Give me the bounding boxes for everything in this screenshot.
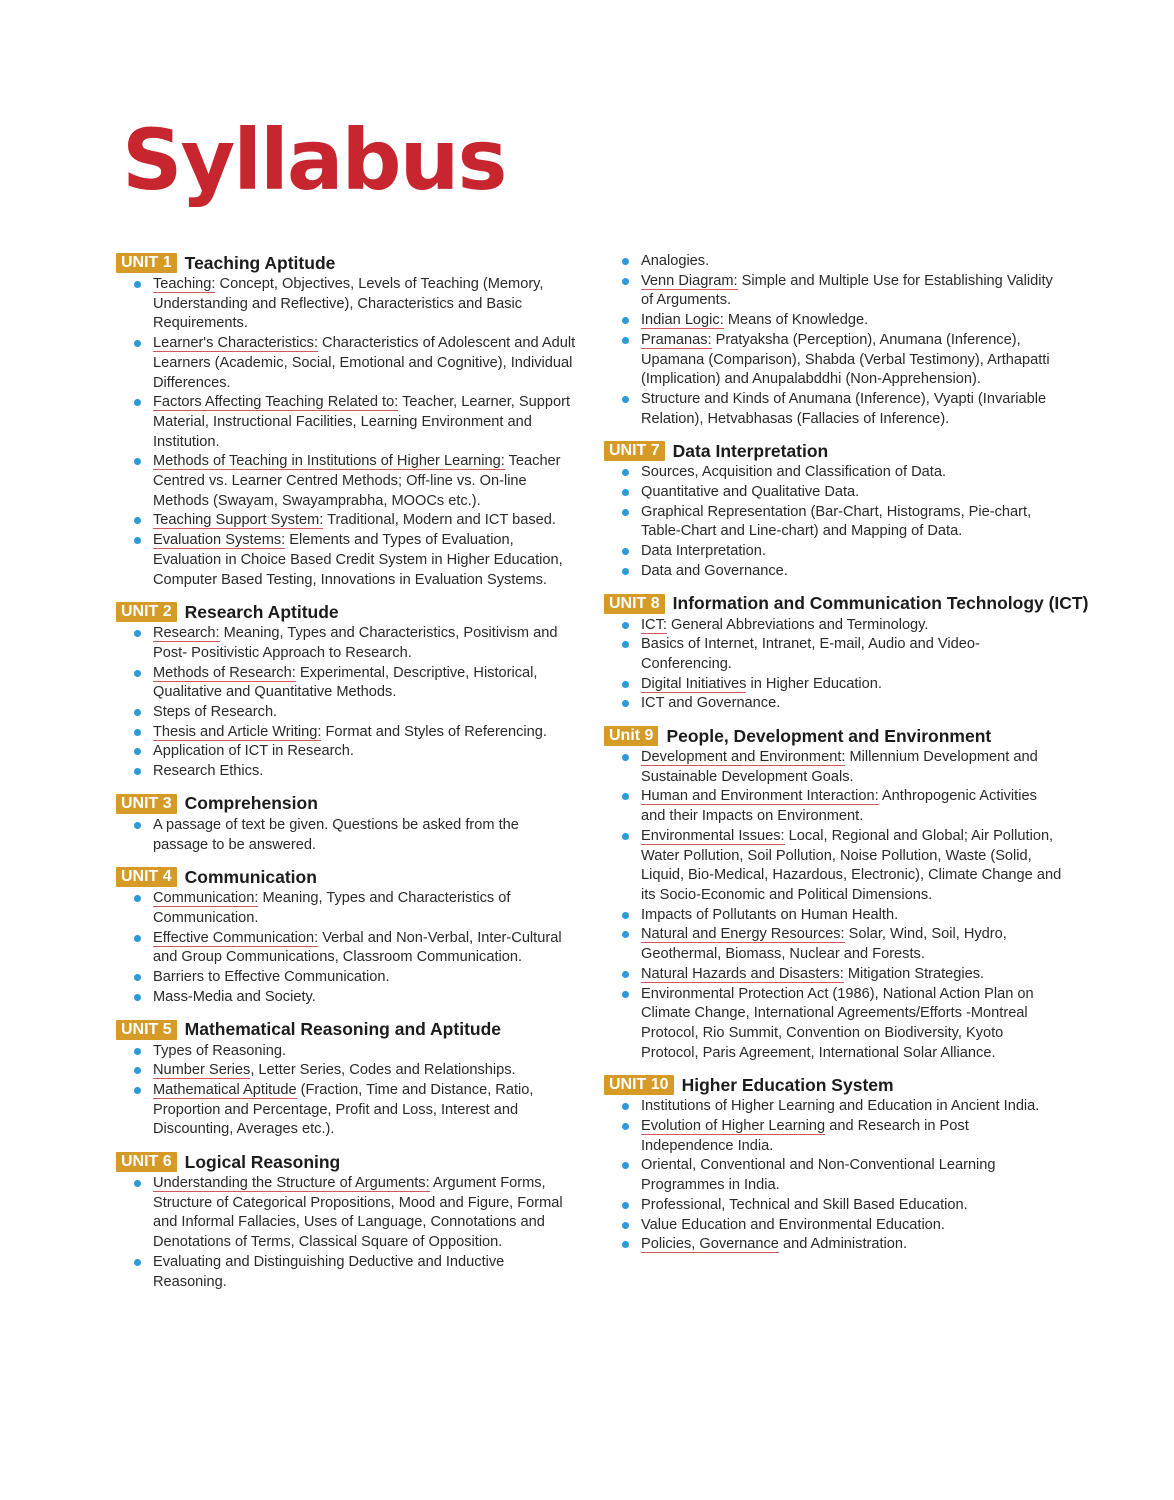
topic-text: Verbal and Non-Verbal, Inter-Cultural and Group Communications, Classroom Communication. [153, 929, 562, 966]
bullet-icon [134, 517, 141, 524]
unit-title: Higher Education System [681, 1074, 894, 1095]
unit-badge: UNIT 2 [116, 602, 177, 622]
unit-topic-list [116, 1174, 576, 1292]
bullet-icon [134, 340, 141, 347]
topic-text: General Abbreviations and Terminology. [666, 616, 929, 633]
unit-title: Comprehension [184, 793, 318, 814]
unit-title: People, Development and Environment [666, 725, 992, 746]
bullet-icon [134, 729, 141, 736]
topic-item [604, 925, 1064, 964]
topic-item [116, 1174, 576, 1253]
topic-item [116, 511, 576, 531]
topic-text: Types of Reasoning. [153, 1042, 287, 1059]
topic-item [604, 463, 1064, 483]
page-title: Syllabus [122, 111, 506, 209]
bullet-icon [622, 700, 629, 707]
unit-topic-list [116, 624, 576, 782]
bullet-icon [134, 1048, 141, 1055]
bullet-icon [622, 931, 629, 938]
topic-item [116, 664, 576, 703]
topic-keyword: Venn Diagram: [641, 272, 738, 289]
topic-item [604, 1097, 1064, 1117]
topic-keyword: Thesis and Article Writing: [153, 723, 322, 740]
topic-item [116, 816, 576, 855]
bullet-icon [622, 278, 629, 285]
unit-10 [604, 1074, 1064, 1255]
topic-text: Basics of Internet, Intranet, E-mail, Audio and Video-Conferencing. [641, 636, 980, 672]
topic-item [604, 694, 1064, 714]
topic-keyword: Policies, Governance [641, 1236, 779, 1253]
topic-item [604, 1196, 1064, 1216]
bullet-icon [134, 1087, 141, 1094]
topic-item [116, 531, 576, 590]
topic-item [116, 723, 576, 743]
topic-item [116, 988, 576, 1008]
bullet-icon [622, 337, 629, 344]
topic-item [604, 635, 1064, 674]
bullet-icon [622, 991, 629, 998]
right-column [604, 252, 1089, 1266]
topic-keyword: Teaching: [153, 276, 216, 292]
topic-keyword: Methods of Teaching in Institutions of Higher Learning: [153, 453, 505, 470]
topic-item [116, 742, 576, 762]
unit-3 [116, 793, 576, 855]
unit-topic-list [604, 748, 1064, 1063]
topic-text: Analogies. [641, 253, 710, 269]
topic-item [604, 827, 1064, 906]
bullet-icon [622, 641, 629, 648]
bullet-icon [622, 548, 629, 555]
topic-item [604, 1156, 1064, 1195]
bullet-icon [134, 994, 141, 1001]
bullet-icon [622, 568, 629, 575]
topic-item [604, 906, 1064, 926]
unit-title: Communication [184, 866, 317, 887]
topic-keyword: Evaluation Systems: [153, 532, 286, 549]
topic-keyword: Communication: [153, 890, 259, 907]
topic-text: Means of Knowledge. [723, 312, 869, 329]
unit-topic-list [604, 616, 1064, 715]
unit-badge: UNIT 3 [116, 794, 177, 814]
bullet-icon [622, 1123, 629, 1130]
topic-item [116, 968, 576, 988]
unit-badge: Unit 9 [604, 726, 658, 746]
unit-badge: UNIT 7 [604, 441, 665, 461]
topic-keyword: Natural Hazards and Disasters: [641, 965, 844, 982]
topic-item [604, 503, 1064, 542]
unit-7 [604, 440, 1064, 581]
topic-text: , Letter Series, Codes and Relationships. [250, 1062, 516, 1079]
topic-text: Teacher Centred vs. Learner Centred Methods; Off-line vs. On-line Methods (Swayam, Swayamprabha, MOOCs etc.). [153, 453, 561, 509]
topic-keyword: Digital Initiatives [641, 675, 747, 692]
unit-title: Mathematical Reasoning and Aptitude [184, 1019, 502, 1039]
bullet-icon [622, 833, 629, 840]
topic-item [116, 1253, 576, 1292]
bullet-icon [622, 1103, 629, 1110]
topic-item [116, 703, 576, 723]
unit-header [116, 601, 576, 623]
unit-4 [116, 866, 576, 1007]
topic-item [604, 272, 1064, 311]
bullet-icon [622, 469, 629, 476]
topic-item [604, 311, 1064, 331]
topic-keyword: Teaching Support System: [153, 512, 324, 529]
topic-text: Oriental, Conventional and Non-Conventional Learning Programmes in India. [641, 1157, 996, 1194]
bullet-icon [622, 1162, 629, 1169]
topic-item [116, 1061, 576, 1081]
topic-item [116, 929, 576, 968]
topic-item [604, 748, 1064, 787]
bullet-icon [622, 489, 629, 496]
bullet-icon [622, 258, 629, 265]
topic-item [116, 334, 576, 393]
topic-item [116, 393, 576, 452]
bullet-icon [622, 793, 629, 800]
topic-item [116, 452, 576, 511]
topic-keyword: ICT: [641, 616, 667, 633]
unit-title: Logical Reasoning [184, 1151, 341, 1172]
topic-keyword: Factors Affecting Teaching Related to: [153, 394, 399, 411]
unit-topic-list [116, 1042, 576, 1141]
topic-text: Data and Governance. [641, 562, 788, 579]
topic-keyword: Learner's Characteristics: [153, 335, 318, 352]
topic-text: Institutions of Higher Learning and Education in Ancient India. [641, 1098, 1040, 1115]
bullet-icon [622, 681, 629, 688]
bullet-icon [622, 1222, 629, 1229]
topic-text: in Higher Education. [746, 675, 882, 692]
topic-item [604, 965, 1064, 985]
topic-text: Structure and Kinds of Anumana (Inference), Vyapti (Invariable Relation), Hetvabhasas (Fallacies of Inference). [641, 390, 1047, 427]
left-column [116, 252, 576, 1303]
topic-keyword: Methods of Research: [153, 664, 296, 681]
unit-header [116, 1151, 576, 1173]
unit-title: Information and Communication Technology (ICT) [672, 593, 1089, 614]
topic-text: Concept, Objectives, Levels of Teaching (Memory, Understanding and Reflective), Characteristics and Basic Requirements. [153, 276, 544, 332]
topic-text: A passage of text be given. Questions be asked from the passage to be answered. [153, 816, 519, 853]
unit-badge: UNIT 8 [604, 594, 665, 614]
unit-badge: UNIT 4 [116, 867, 177, 887]
topic-keyword: Understanding the Structure of Arguments: [153, 1175, 430, 1192]
bullet-icon [134, 1067, 141, 1074]
unit-badge: UNIT 5 [116, 1020, 177, 1040]
bullet-icon [134, 630, 141, 637]
topic-text: Anthropogenic Activities and their Impacts on Environment. [641, 788, 1037, 825]
unit-header [116, 1019, 576, 1041]
topic-keyword: Effective Communication: [153, 929, 319, 946]
unit-title: Research Aptitude [184, 601, 339, 622]
topic-text: Value Education and Environmental Education. [641, 1216, 945, 1233]
bullet-icon [134, 458, 141, 465]
unit-header [604, 1074, 1064, 1096]
unit-header [604, 593, 1089, 615]
topic-text: Format and Styles of Referencing. [321, 723, 547, 740]
topic-text: Meaning, Types and Characteristics of Communication. [153, 890, 511, 926]
topic-keyword: Development and Environment: [641, 749, 846, 766]
topic-text: Mitigation Strategies. [843, 965, 985, 982]
unit-badge: UNIT 1 [116, 253, 177, 273]
unit-topic-list [116, 275, 576, 590]
unit-8 [604, 593, 1089, 715]
unit-header [116, 866, 576, 888]
topic-item [116, 624, 576, 663]
unit-badge: UNIT 6 [116, 1152, 177, 1172]
topic-keyword: Evolution of Higher Learning [641, 1118, 826, 1135]
bullet-icon [134, 895, 141, 902]
topic-text: Pratyaksha (Perception), Anumana (Inference), Upamana (Comparison), Shabda (Verbal Testimony), Arthapatti (Implication) and Anupalabddhi (Non-Apprehension). [641, 331, 1050, 388]
unit-6-continued [604, 252, 1064, 429]
topic-item [116, 275, 576, 334]
unit-title: Teaching Aptitude [184, 252, 336, 273]
topic-text: Quantitative and Qualitative Data. [641, 484, 860, 501]
topic-item [604, 331, 1064, 390]
topic-text: Elements and Types of Evaluation, Evaluation in Choice Based Credit System in Higher Education, Computer Based Testing, Innovations in Evaluation Systems. [153, 532, 563, 588]
unit-header [116, 793, 576, 815]
topic-text: Mass-Media and Society. [153, 988, 316, 1005]
topic-text: Traditional, Modern and ICT based. [323, 512, 556, 529]
bullet-icon [134, 1180, 141, 1187]
topic-text: and Administration. [778, 1236, 908, 1253]
topic-text: Simple and Multiple Use for Establishing Validity of Arguments. [641, 272, 1053, 309]
bullet-icon [622, 396, 629, 403]
topic-text: Impacts of Pollutants on Human Health. [641, 906, 899, 923]
bullet-icon [622, 509, 629, 516]
unit-2 [116, 601, 576, 782]
topic-keyword: Mathematical Aptitude [153, 1081, 297, 1098]
topic-item [116, 889, 576, 928]
topic-item [604, 1216, 1064, 1236]
topic-text: Millennium Development and Sustainable Development Goals. [641, 749, 1038, 785]
topic-text: Professional, Technical and Skill Based Education. [641, 1196, 968, 1213]
unit-header [604, 725, 1064, 747]
topic-text: Steps of Research. [153, 704, 278, 721]
topic-item [604, 483, 1064, 503]
topic-keyword: Pramanas: [641, 331, 712, 348]
topic-item [604, 787, 1064, 826]
topic-text: Graphical Representation (Bar-Chart, Histograms, Pie-chart, Table-Chart and Line-chart) and Mapping of Data. [641, 503, 1032, 540]
unit-topic-list [116, 889, 576, 1007]
unit-topic-list [604, 463, 1064, 581]
unit-6 [116, 1151, 576, 1292]
topic-text: Characteristics of Adolescent and Adult Learners (Academic, Social, Emotional and Cognitive), Individual Differences. [153, 335, 576, 391]
topic-item [604, 675, 1064, 695]
bullet-icon [134, 709, 141, 716]
unit-title: Data Interpretation [672, 440, 829, 461]
unit-5 [116, 1019, 576, 1141]
topic-item [116, 1081, 576, 1140]
bullet-icon [622, 317, 629, 324]
topic-text: Local, Regional and Global; Air Pollution, Water Pollution, Soil Pollution, Noise Pollution, Waste (Solid, Liquid, Bio-Medical, Hazardous, Electronic), Climate Change and its Socio-Economic and Political Dimensions. [641, 827, 1062, 903]
topic-item [604, 1235, 1064, 1255]
topic-text: Evaluating and Distinguishing Deductive and Inductive Reasoning. [153, 1253, 505, 1290]
topic-item [604, 1117, 1064, 1156]
unit-9 [604, 725, 1064, 1063]
unit-header [116, 252, 576, 274]
unit-1 [116, 252, 576, 590]
unit-topic-list [116, 816, 576, 855]
topic-keyword: Research: [153, 625, 220, 642]
topic-keyword: Indian Logic: [641, 312, 724, 329]
bullet-icon [134, 935, 141, 942]
topic-text: Experimental, Descriptive, Historical, Qualitative and Quantitative Methods. [153, 664, 538, 701]
topic-text: Meaning, Types and Characteristics, Positivism and Post- Positivistic Approach to Research. [153, 625, 558, 661]
topic-text: Data Interpretation. [641, 543, 766, 560]
bullet-icon [134, 670, 141, 677]
topic-text: Solar, Wind, Soil, Hydro, Geothermal, Biomass, Nuclear and Forests. [641, 926, 1007, 963]
topic-item [604, 985, 1064, 1064]
bullet-icon [134, 748, 141, 755]
topic-item [604, 562, 1064, 582]
bullet-icon [622, 912, 629, 919]
topic-text: Application of ICT in Research. [153, 743, 354, 760]
bullet-icon [622, 754, 629, 761]
bullet-icon [622, 622, 629, 629]
topic-text: Sources, Acquisition and Classification of Data. [641, 464, 947, 481]
topic-text: Research Ethics. [153, 763, 264, 780]
topic-text: Environmental Protection Act (1986), National Action Plan on Climate Change, International Agreements/Efforts -Montreal Protocol, Rio Summit, Convention on Biodiversity, Kyoto Protocol, Paris Agreement, International Solar Alliance. [641, 985, 1034, 1061]
topic-item [116, 762, 576, 782]
bullet-icon [134, 768, 141, 775]
topic-item [604, 542, 1064, 562]
topic-text: Barriers to Effective Communication. [153, 969, 390, 986]
topic-keyword: Number Series [153, 1062, 251, 1079]
unit-badge: UNIT 10 [604, 1075, 674, 1095]
bullet-icon [134, 822, 141, 829]
topic-text: (Fraction, Time and Distance, Ratio, Proportion and Percentage, Profit and Loss, Interest and Discounting, Averages etc.). [153, 1081, 534, 1138]
topic-keyword: Environmental Issues: [641, 827, 785, 844]
topic-item [604, 616, 1064, 636]
bullet-icon [134, 1259, 141, 1266]
bullet-icon [134, 974, 141, 981]
topic-text: ICT and Governance. [641, 695, 781, 712]
unit-topic-list [604, 252, 1064, 429]
topic-text: and Research in Post Independence India. [641, 1118, 969, 1154]
bullet-icon [134, 537, 141, 544]
topic-item [116, 1042, 576, 1062]
bullet-icon [134, 399, 141, 406]
topic-item [604, 390, 1064, 429]
topic-text: Argument Forms, Structure of Categorical Propositions, Mood and Figure, Formal and Informal Fallacies, Uses of Language, Connotations and Denotations of Terms, Classical Square of Opposition. [153, 1175, 563, 1251]
bullet-icon [134, 281, 141, 288]
bullet-icon [622, 1241, 629, 1248]
bullet-icon [622, 971, 629, 978]
topic-text: Teacher, Learner, Support Material, Instructional Facilities, Learning Environment and Institution. [153, 394, 571, 450]
bullet-icon [622, 1202, 629, 1209]
topic-keyword: Natural and Energy Resources: [641, 926, 845, 943]
unit-topic-list [604, 1097, 1064, 1255]
unit-header [604, 440, 1064, 462]
topic-keyword: Human and Environment Interaction: [641, 788, 879, 805]
topic-item [604, 252, 1064, 272]
